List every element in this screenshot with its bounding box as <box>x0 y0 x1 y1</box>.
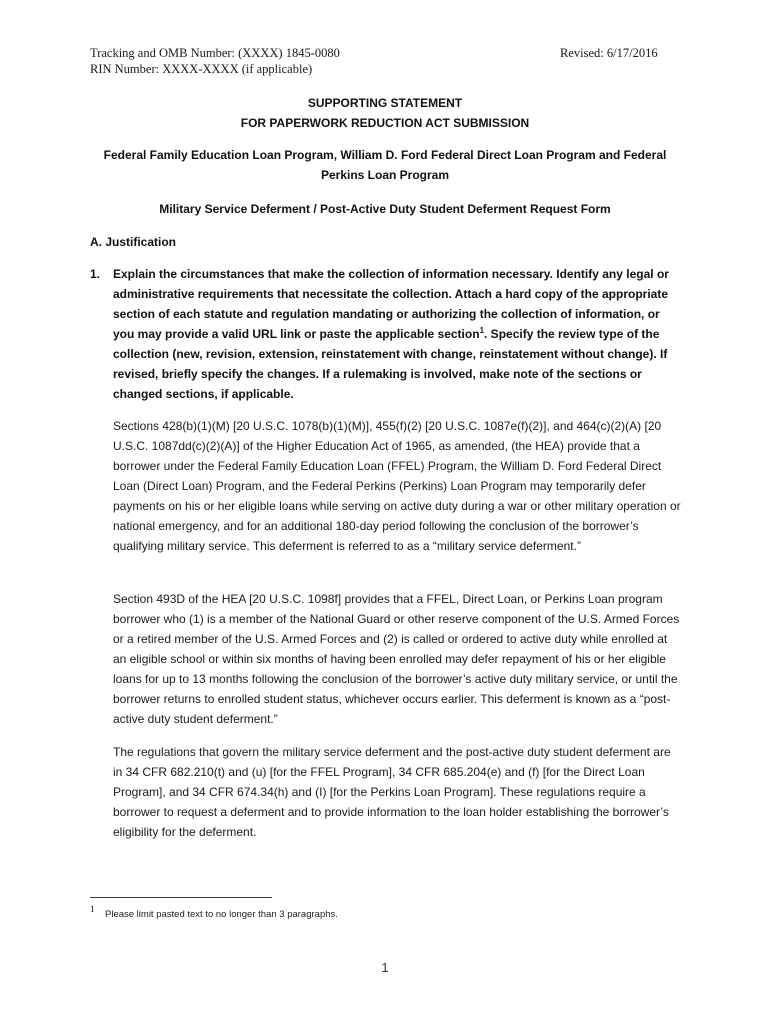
revised-date: Revised: 6/17/2016 <box>560 46 658 60</box>
form-title: Military Service Deferment / Post-Active Duty Student Deferment Request Form <box>159 202 611 216</box>
footnote-number: 1 <box>90 904 95 914</box>
title-line-1: SUPPORTING STATEMENT <box>307 96 463 110</box>
paragraph-regulations: The regulations that govern the military service deferment and the post-active duty student deferment are in 34 CFR 682.210(t) and (u) [for the FFEL Program], 34 CFR 685.204(e) and (f) [for the Direct Loan Program], and 34 CFR 674.34(h) and (I) [for the Perkins Loan Program]. These regulations require a borrower to request a deferment and to provide information to the loan holder establishing the borrower’s eligibility for the deferment. <box>113 745 671 839</box>
rin-number: RIN Number: XXXX-XXXX (if applicable) <box>90 62 313 76</box>
program-title: Federal Family Education Loan Program, William D. Ford Federal Direct Loan Program and Federal Perkins Loan Program <box>103 148 667 182</box>
paragraph-post-active-duty-deferment: Section 493D of the HEA [20 U.S.C. 1098f] provides that a FFEL, Direct Loan, or Perkins Loan program borrower who (1) is a member of the National Guard or other reserve component of the U.S. Armed Forces or a retired member of the U.S. Armed Forces and (2) is called or ordered to active duty while enrolled at an eligible school or within six months of having been enrolled may defer repayment of his or her eligible loans for up to 13 months following the conclusion of the borrower’s active duty military service, or until the borrower returns to enrolled student status, whichever occurs earlier. This deferment is known as a “post-active duty student deferment.” <box>113 592 680 726</box>
question-text-part-1: Explain the circumstances that make the collection of information necessary. Identify any legal or administrative requirements that necessitate the collection. Attach a hard copy of the appropriate section of each statute and regulation mandating or authorizing the collection of information, or you may provide a valid URL link or paste the applicable section <box>113 267 669 341</box>
footnote-reference[interactable]: 1 <box>479 326 485 335</box>
question-text-part-2: . Specify the review type of the collection (new, revision, extension, reinstatement with change, reinstatement without change). If revised, briefly specify the changes. If a rulemaking is involved, make note of the sections or changed sections, if applicable. <box>113 327 668 401</box>
header-left <box>90 45 340 77</box>
footnote-divider <box>90 897 272 898</box>
section-heading: A. Justification <box>90 235 177 249</box>
title-line-2: FOR PAPERWORK REDUCTION ACT SUBMISSION <box>240 116 530 130</box>
paragraph-military-service-deferment: Sections 428(b)(1)(M) [20 U.S.C. 1078(b)(1)(M)], 455(f)(2) [20 U.S.C. 1087e(f)(2)], and 464(c)(2)(A) [20 U.S.C. 1087dd(c)(2)(A)] of the Higher Education Act of 1965, as amended, (the HEA) provide that a borrower under the Federal Family Education Loan (FFEL) Program, the William D. Ford Federal Direct Loan (Direct Loan) Program, and the Federal Perkins (Perkins) Loan Program may temporarily defer payments on his or her eligible loans while serving on active duty during a war or other military operation or national emergency, and for an additional 180-day period following the conclusion of the borrower’s qualifying military service. This deferment is referred to as a “military service deferment.” <box>113 419 681 553</box>
question-text <box>113 264 681 404</box>
footnote-text: Please limit pasted text to no longer than 3 paragraphs. <box>105 909 338 920</box>
tracking-number: Tracking and OMB Number: (XXXX) 1845-0080 <box>90 46 340 60</box>
page-number: 1 <box>381 960 389 975</box>
question-number: 1. <box>90 267 101 281</box>
